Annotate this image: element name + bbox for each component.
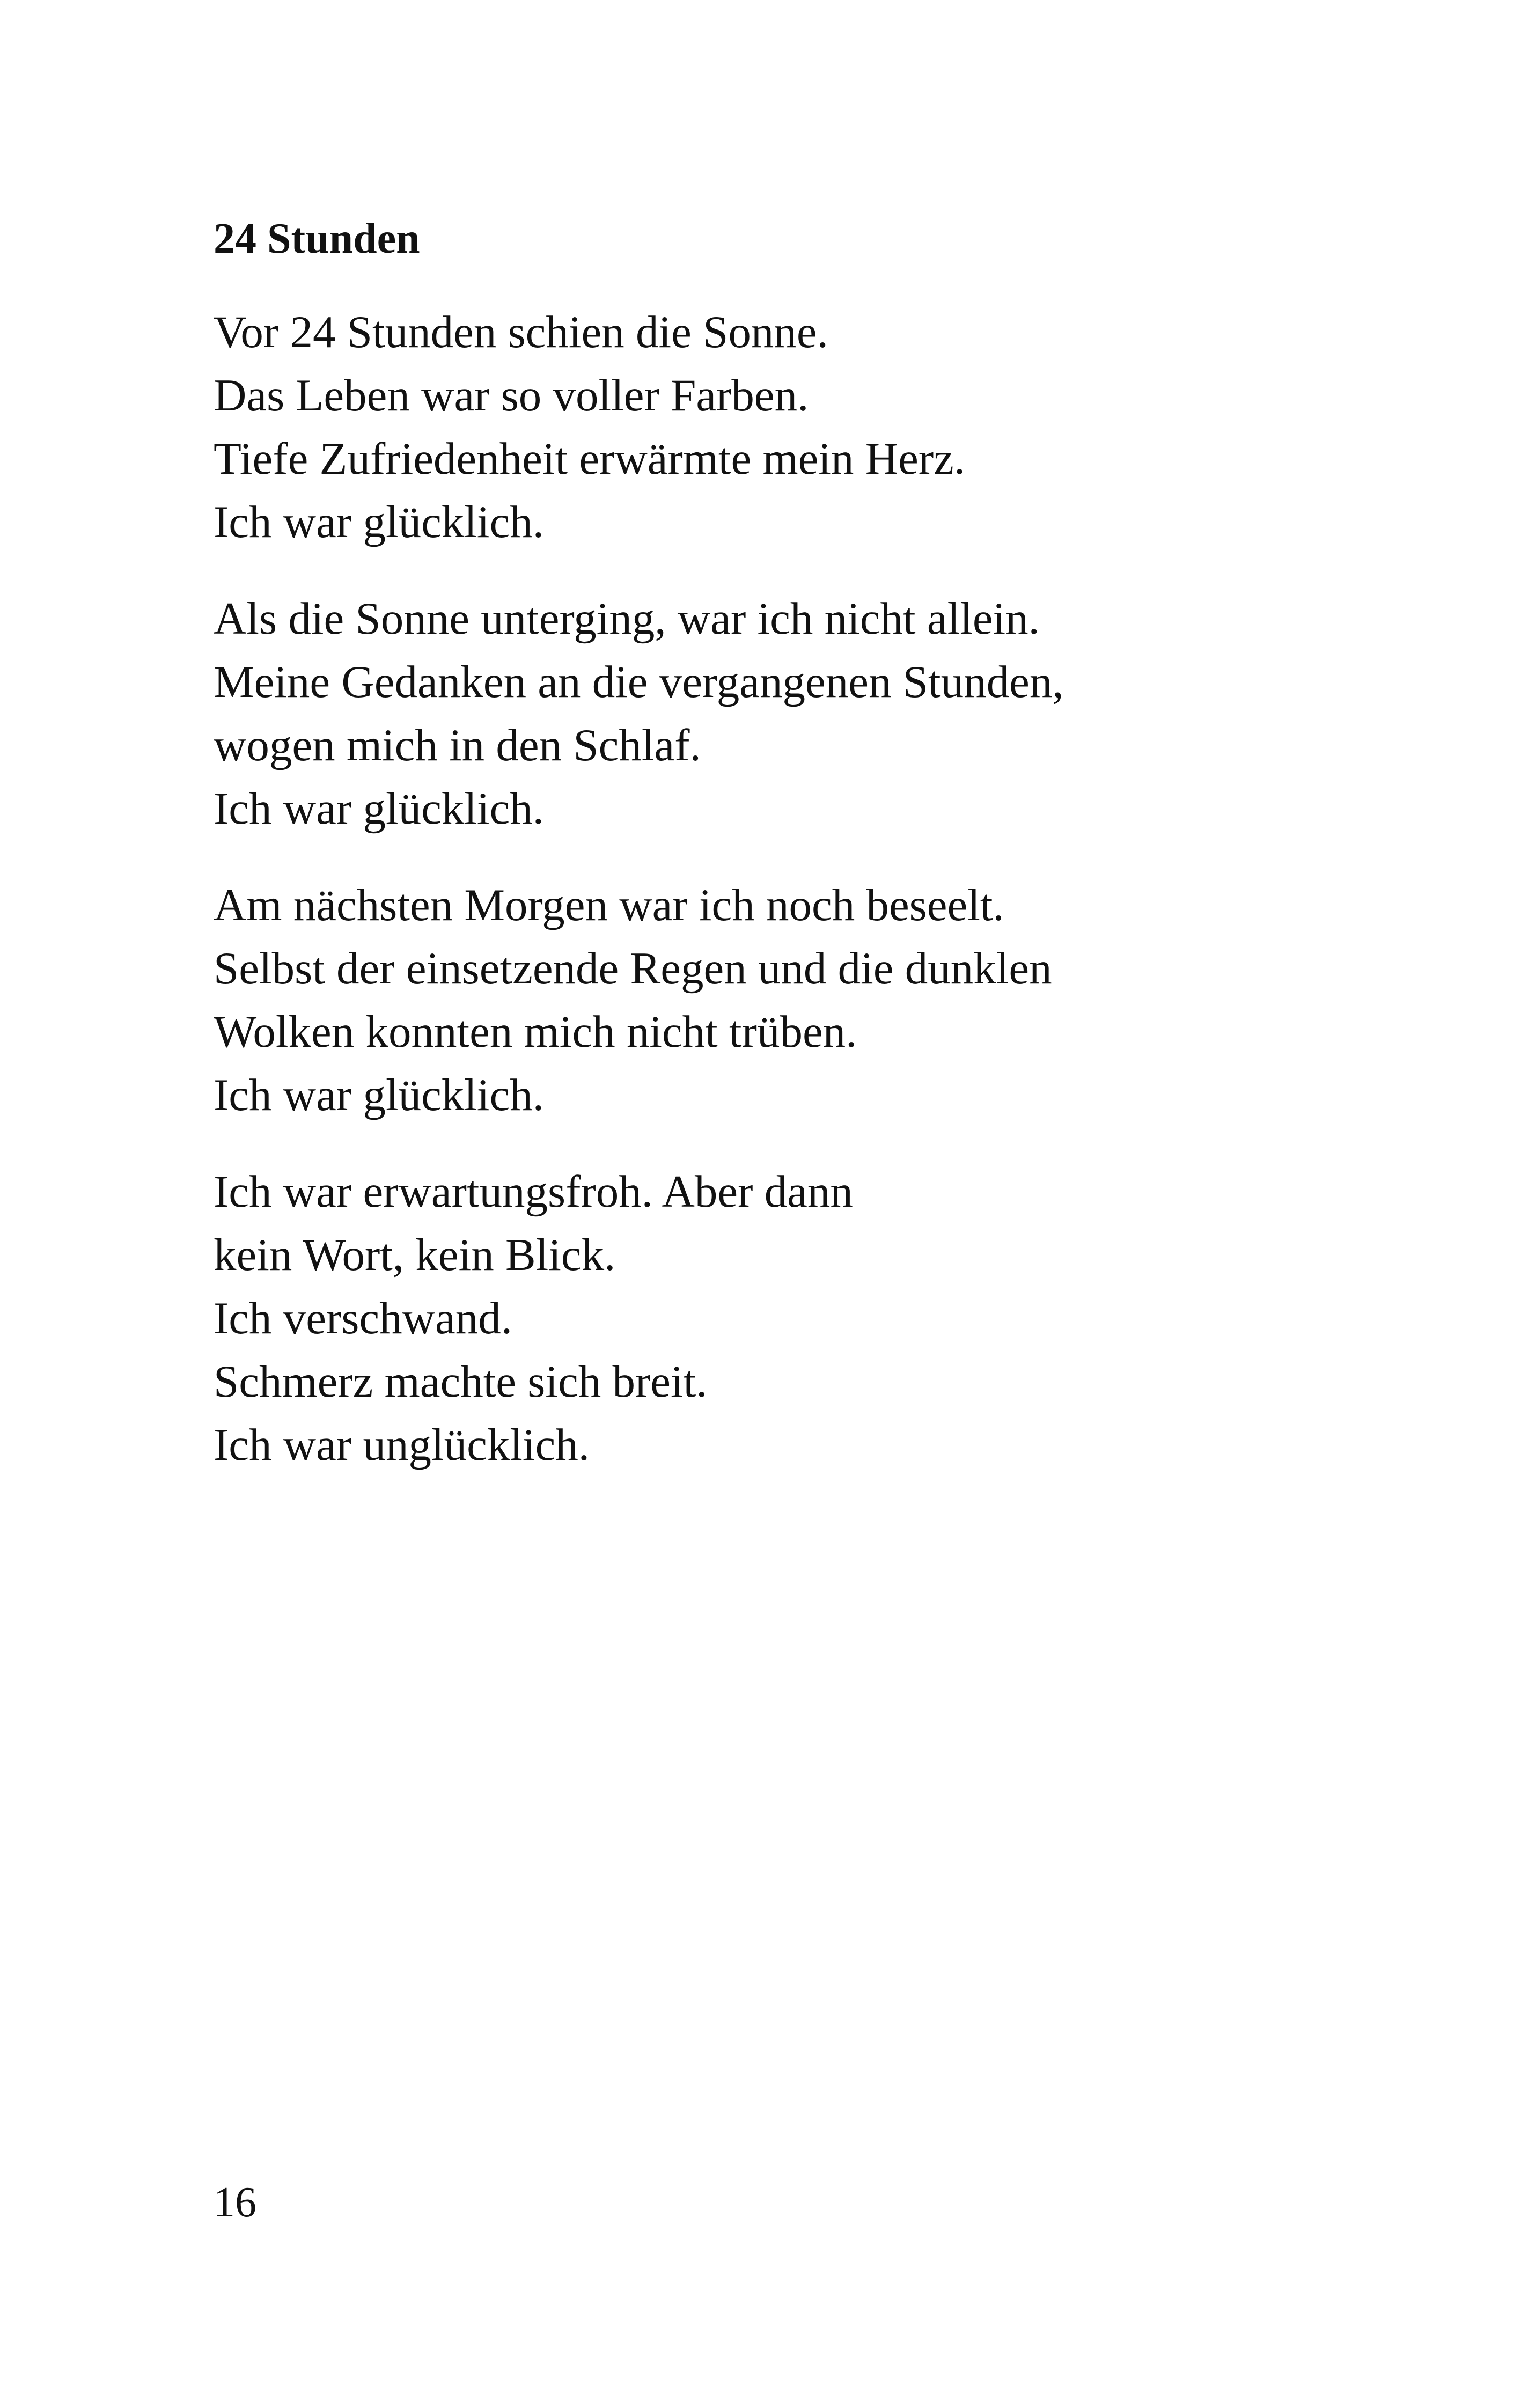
stanza-3 bbox=[214, 873, 1340, 1127]
verse-line: Am nächsten Morgen war ich noch beseelt. bbox=[214, 880, 1004, 930]
verse-line: Tiefe Zufriedenheit erwärmte mein Herz. bbox=[214, 434, 966, 484]
verse-line: Als die Sonne unterging, war ich nicht allein. bbox=[214, 593, 1040, 644]
verse-line: kein Wort, kein Blick. bbox=[214, 1230, 616, 1280]
verse-line: Ich war unglücklich. bbox=[214, 1420, 590, 1470]
stanza-1 bbox=[214, 300, 1340, 554]
verse-line: Ich war glücklich. bbox=[214, 783, 545, 834]
verse-line: Wolken konnten mich nicht trüben. bbox=[214, 1007, 857, 1057]
verse-line: Ich war glücklich. bbox=[214, 1070, 545, 1120]
verse-line: Vor 24 Stunden schien die Sonne. bbox=[214, 307, 828, 357]
verse-line: Ich war erwartungsfroh. Aber dann bbox=[214, 1166, 853, 1217]
verse-line: wogen mich in den Schlaf. bbox=[214, 720, 701, 770]
verse-line: Ich war glücklich. bbox=[214, 497, 545, 547]
page-number: 16 bbox=[214, 2179, 256, 2226]
stanza-4 bbox=[214, 1160, 1340, 1477]
verse-line: Ich verschwand. bbox=[214, 1293, 512, 1344]
verse-line: Schmerz machte sich breit. bbox=[214, 1356, 708, 1407]
poem-title: 24 Stunden bbox=[214, 215, 420, 262]
verse-line: Meine Gedanken an die vergangenen Stunden, bbox=[214, 657, 1064, 707]
verse-line: Das Leben war so voller Farben. bbox=[214, 370, 809, 421]
poem-body bbox=[214, 300, 1340, 1510]
verse-line: Selbst der einsetzende Regen und die dunklen bbox=[214, 943, 1052, 994]
stanza-2 bbox=[214, 587, 1340, 840]
